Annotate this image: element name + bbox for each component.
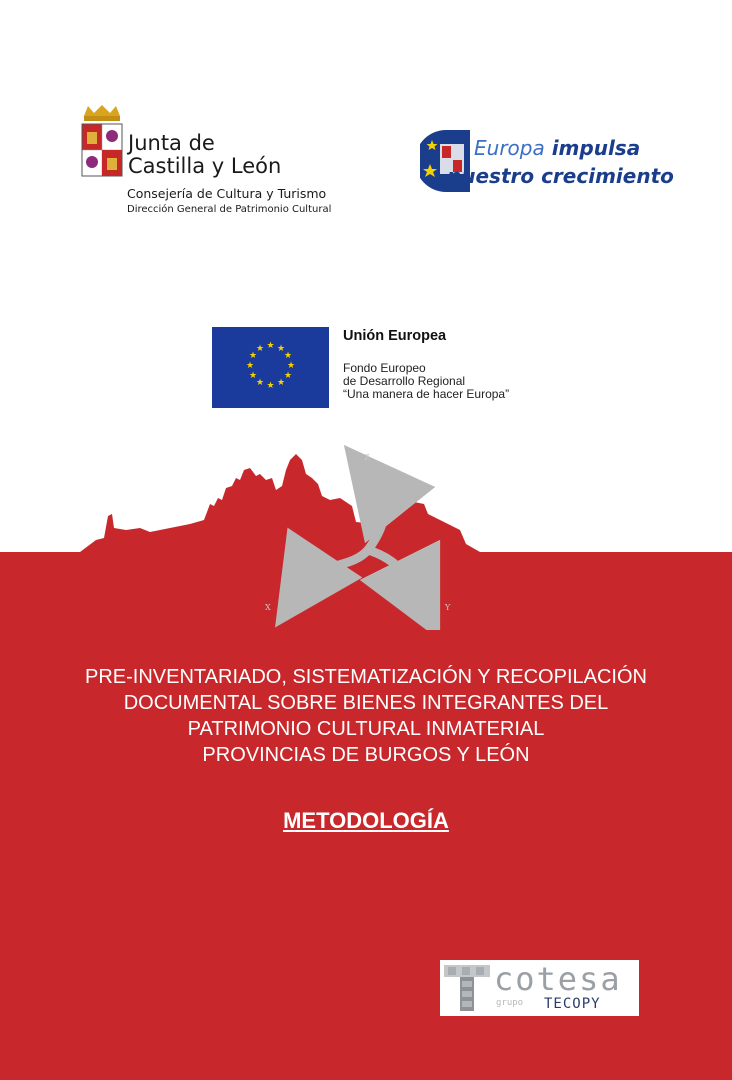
svg-text:★: ★ (248, 351, 258, 361)
document-title (0, 664, 732, 768)
svg-text:★: ★ (266, 341, 275, 351)
cotesa-t-mark-icon (444, 965, 490, 1011)
svg-text:★: ★ (266, 381, 275, 391)
title-line: PRE-INVENTARIADO, SISTEMATIZACIÓN Y RECOPILACIÓN (85, 666, 647, 688)
x-axis-label: X (265, 603, 271, 612)
europa-word: Europa (474, 136, 545, 160)
tecopy-wordmark: TECOPY (544, 996, 601, 1012)
svg-text:★: ★ (248, 371, 258, 381)
document-type: METODOLOGÍA (283, 808, 449, 833)
eu-flag-icon (212, 327, 329, 408)
z-axis-arrow (368, 480, 384, 550)
x-axis-arrow (300, 550, 368, 590)
svg-text:★: ★ (255, 378, 265, 388)
eu-union-title: Unión Europea (343, 328, 447, 344)
jcyl-coat-of-arms-icon (80, 104, 124, 180)
title-line: PROVINCIAS DE BURGOS Y LEÓN (202, 744, 530, 766)
jcyl-department: Consejería de Cultura y Turismo (127, 186, 327, 201)
svg-text:★: ★ (286, 361, 296, 371)
eu-fund-line3: “Una manera de hacer Europa” (343, 387, 510, 401)
europa-impulsa-line2: nuestro crecimiento (447, 164, 674, 188)
jcyl-title-line1: Junta de (128, 131, 215, 155)
svg-text:★: ★ (276, 344, 286, 354)
svg-text:★: ★ (283, 371, 293, 381)
eu-fund-text (343, 362, 509, 401)
jcyl-title (128, 132, 281, 178)
xyz-axes-illustration (240, 440, 470, 630)
cotesa-grupo-label: grupo (496, 998, 524, 1008)
cotesa-wordmark: cotesa (494, 960, 622, 998)
svg-text:★: ★ (283, 351, 293, 361)
svg-text:★: ★ (245, 361, 255, 371)
eu-fund-line1: Fondo Europeo (343, 361, 426, 375)
jcyl-title-line2: Castilla y León (128, 154, 282, 178)
eu-fund-line2: de Desarrollo Regional (343, 374, 466, 388)
z-axis-label: Z (364, 453, 370, 462)
cotesa-logo (440, 960, 639, 1016)
jcyl-directorate: Dirección General de Patrimonio Cultural (127, 204, 332, 215)
impulsa-word: impulsa (551, 136, 641, 160)
svg-text:★: ★ (255, 344, 265, 354)
svg-text:★: ★ (276, 378, 286, 388)
europa-impulsa-line1 (474, 136, 640, 160)
y-axis-arrow (368, 550, 420, 600)
y-axis-label: Y (445, 603, 451, 612)
title-line: DOCUMENTAL SOBRE BIENES INTEGRANTES DEL (123, 692, 609, 714)
title-line: PATRIMONIO CULTURAL INMATERIAL (187, 718, 545, 740)
